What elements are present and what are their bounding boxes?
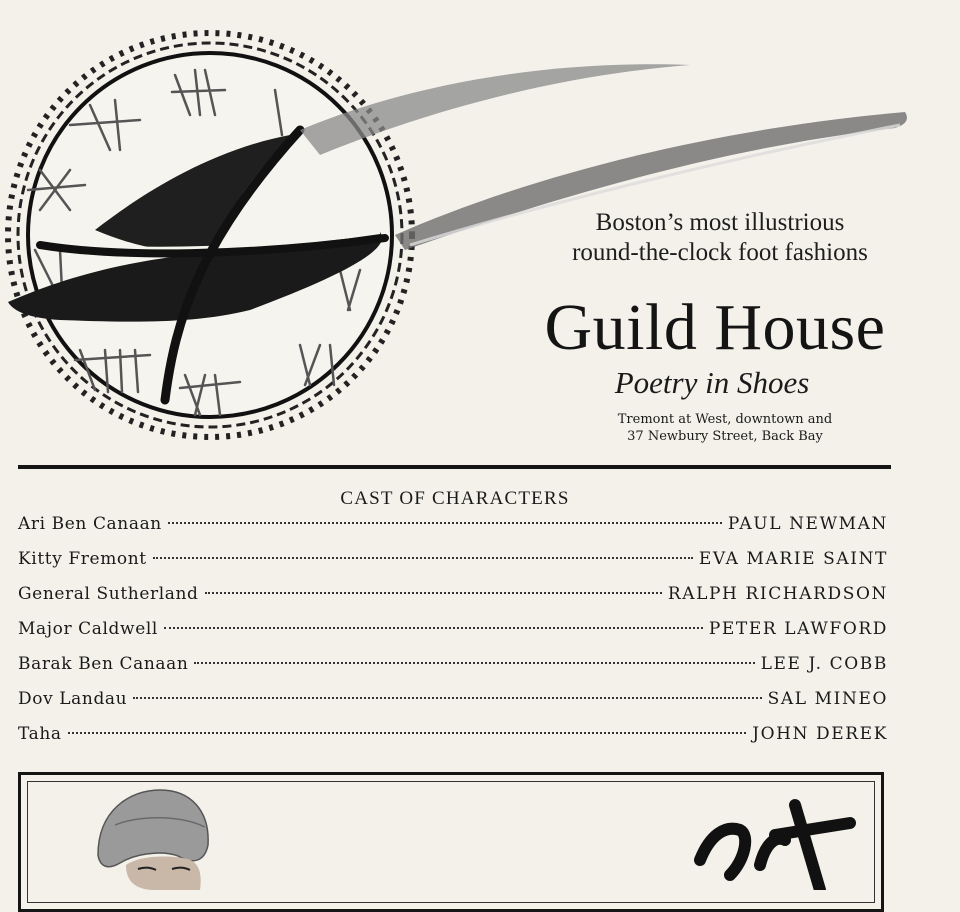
brand-slogan: Poetry in Shoes xyxy=(614,365,810,400)
bottom-ad-illustration xyxy=(60,785,880,890)
tagline-line-1: Boston’s most illustrious xyxy=(595,209,845,236)
cast-actor: EVA MARIE SAINT xyxy=(698,549,888,569)
cast-role: General Sutherland xyxy=(18,584,199,604)
cast-row xyxy=(18,507,888,542)
cast-role: Barak Ben Canaan xyxy=(18,654,189,674)
cast-actor: RALPH RICHARDSON xyxy=(667,584,888,604)
dot-leader xyxy=(164,626,703,629)
cast-row xyxy=(18,717,888,752)
cast-role: Dov Landau xyxy=(18,689,128,709)
cast-row xyxy=(18,647,888,682)
store-address xyxy=(560,411,890,445)
cast-row xyxy=(18,542,888,577)
cast-list xyxy=(18,507,888,752)
address-line-1: Tremont at West, downtown and xyxy=(617,412,833,427)
cast-actor: SAL MINEO xyxy=(767,689,888,709)
dot-leader xyxy=(168,521,722,524)
cast-actor: JOHN DEREK xyxy=(752,724,888,744)
cast-title: CAST OF CHARACTERS xyxy=(340,488,570,509)
dot-leader xyxy=(194,661,754,664)
address-line-2: 37 Newbury Street, Back Bay xyxy=(627,429,823,444)
cast-actor: LEE J. COBB xyxy=(760,654,888,674)
cast-actor: PETER LAWFORD xyxy=(708,619,888,639)
cast-row xyxy=(18,612,888,647)
cast-role: Major Caldwell xyxy=(18,619,158,639)
cast-role: Ari Ben Canaan xyxy=(18,514,162,534)
cast-row xyxy=(18,682,888,717)
brand-name: Guild House xyxy=(544,291,886,364)
dot-leader xyxy=(133,696,761,699)
ad-tagline xyxy=(520,208,920,268)
cast-row xyxy=(18,577,888,612)
dot-leader xyxy=(68,731,747,734)
cast-role: Taha xyxy=(18,724,62,744)
cast-role: Kitty Fremont xyxy=(18,549,147,569)
section-divider xyxy=(18,465,891,469)
cast-actor: PAUL NEWMAN xyxy=(727,514,888,534)
dot-leader xyxy=(153,556,693,559)
tagline-line-2: round-the-clock foot fashions xyxy=(572,239,868,266)
dot-leader xyxy=(205,591,662,594)
